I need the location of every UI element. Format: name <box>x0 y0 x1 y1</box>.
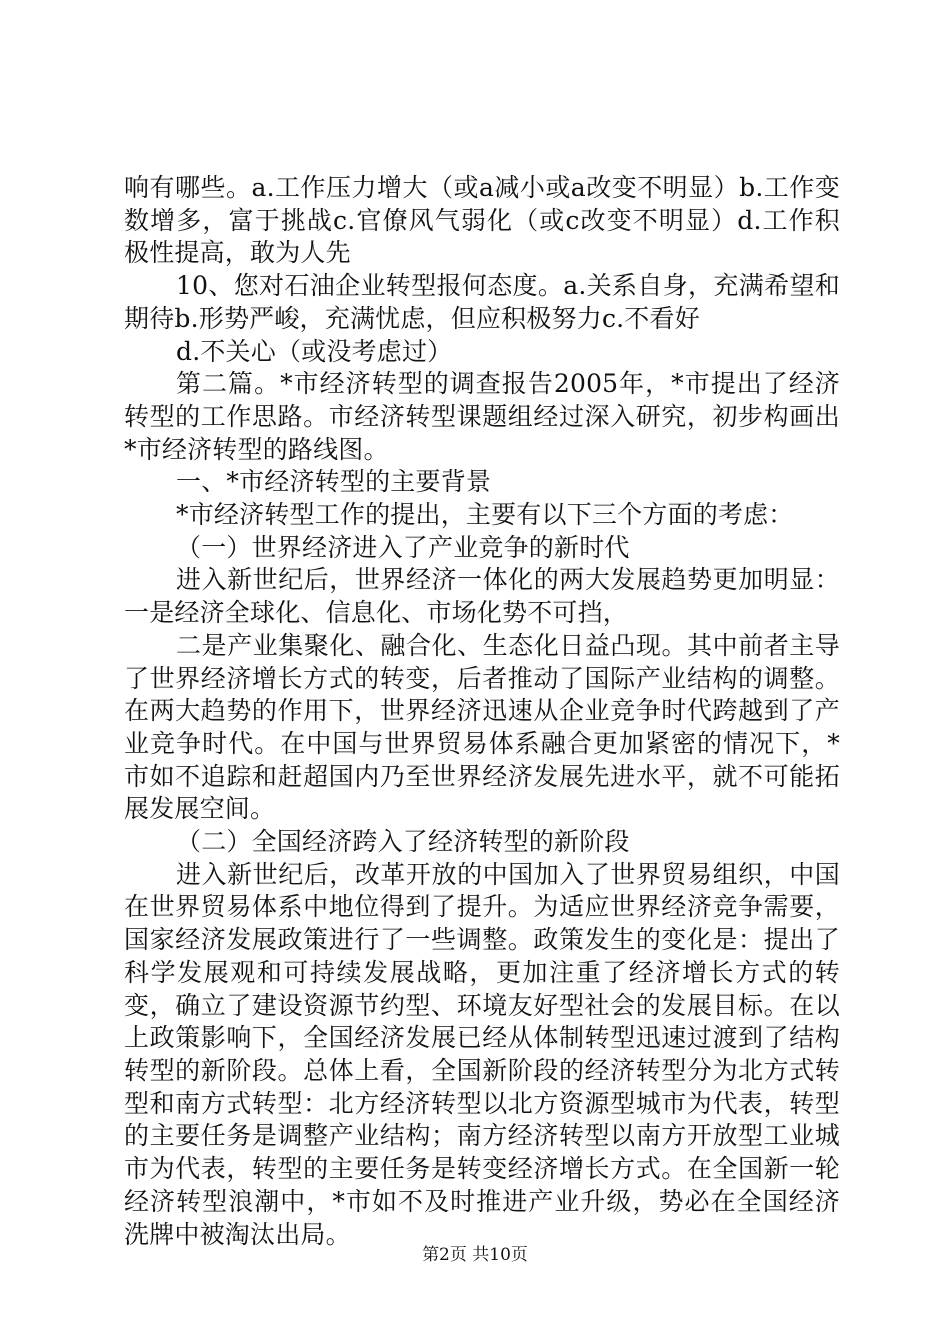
paragraph-q9-options: 响有哪些。a.工作压力增大（或a减小或a改变不明显）b.工作变数增多，富于挑战c.官僚风气弱化（或c改变不明显）d.工作积极性提高，敢为人先 <box>124 173 840 268</box>
paragraph-national-transition: 进入新世纪后，改革开放的中国加入了世界贸易组织，中国在世界贸易体系中地位得到了提升。为适应世界经济竞争需要，国家经济发展政策进行了一些调整。政策发生的变化是：提出了科学发展观和可持续发展战略，更加注重了经济增长方式的转变，确立了建设资源节约型、环境友好型社会的发展目标。在以上政策影响下，全国经济发展已经从体制转型迅速过渡到了结构转型的新阶段。总体上看，全国新阶段的经济转型分为北方式转型和南方式转型：北方经济转型以北方资源型城市为代表，转型的主要任务是调整产业结构；南方经济转型以南方开放型工业城市为代表，转型的主要任务是转变经济增长方式。在全国新一轮经济转型浪潮中，*市如不及时推进产业升级，势必在全国经济洗牌中被淘汰出局。 <box>124 859 840 1249</box>
paragraph-part-two-intro: 第二篇。*市经济转型的调查报告2005年，*市提出了经济转型的工作思路。市经济转型课题组经过深入研究，初步构画出*市经济转型的路线图。 <box>124 369 840 464</box>
paragraph-q10: 10、您对石油企业转型报何态度。a.关系自身，充满希望和期待b.形势严峻，充满忧虑，但应积极努力c.不看好 <box>124 271 840 333</box>
page-number: 第2页 共10页 <box>422 1245 528 1265</box>
paragraph-q10-option-d: d.不关心（或没考虑过） <box>176 336 453 366</box>
subheading-national-economy: （二）全国经济跨入了经济转型的新阶段 <box>176 827 630 857</box>
paragraph-world-trends: 进入新世纪后，世界经济一体化的两大发展趋势更加明显：一是经济全球化、信息化、市场化势不可挡， <box>124 565 840 628</box>
paragraph-industry-competition: 二是产业集聚化、融合化、生态化日益凸现。其中前者主导了世界经济增长方式的转变，后者推动了国际产业结构的调整。在两大趋势的作用下，世界经济迅速从企业竞争时代跨越到了产业竞争时代。在中国与世界贸易体系融合更加紧密的情况下，*市如不追踪和赶超国内乃至世界经济发展先进水平，就不可能拓展发展空间。 <box>124 630 840 824</box>
page-footer <box>0 1244 950 1266</box>
subheading-world-economy: （一）世界经济进入了产业竞争的新时代 <box>176 532 630 562</box>
section-heading-background: 一、*市经济转型的主要背景 <box>176 467 492 497</box>
document-body <box>124 172 840 1251</box>
paragraph-considerations: *市经济转型工作的提出，主要有以下三个方面的考虑： <box>176 500 794 530</box>
